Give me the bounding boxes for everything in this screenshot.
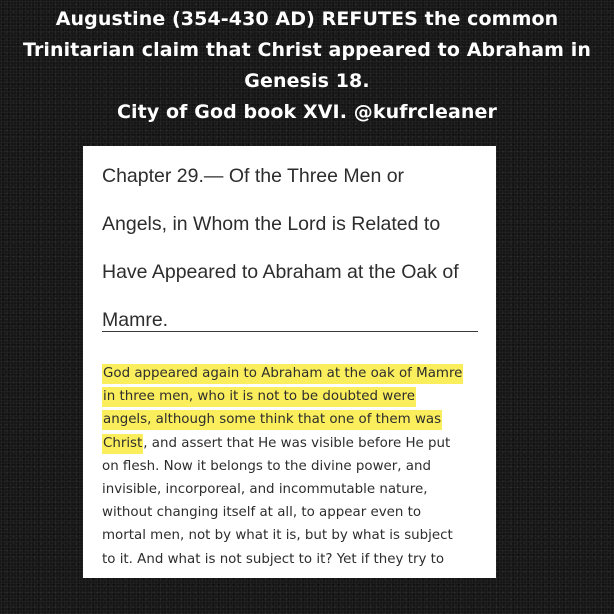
chapter-heading-line-3: Have Appeared to Abraham at the Oak of (102, 261, 459, 283)
plain-text: without changing itself at all, to appear even to (102, 505, 422, 521)
body-line-4 (102, 432, 494, 455)
caption-line-3: Genesis 18. (244, 70, 370, 92)
highlighted-text: angels, although some think that one of them was (102, 410, 442, 430)
plain-text: mortal men, not by what it is, but by what is subject (102, 528, 453, 544)
body-line-9 (102, 548, 494, 571)
body-line-5 (102, 455, 494, 478)
chapter-heading-line-4: Mamre. (102, 309, 169, 331)
body-line-8 (102, 524, 494, 547)
caption-line-1: Augustine (354-430 AD) REFUTES the common (55, 8, 559, 30)
body-line-3 (102, 408, 494, 431)
plain-text: , and assert that He was visible before He put (143, 435, 451, 451)
plain-text: to it. And what is not subject to it? Yet if they try to (102, 551, 445, 567)
body-line-7 (102, 501, 494, 524)
chapter-heading-line-1: Chapter 29.— Of the Three Men or (102, 165, 405, 187)
caption-line-4: City of God book XVI. @kufrcleaner (116, 101, 497, 123)
plain-text: invisible, incorporeal, and incommutable nature, (102, 482, 428, 498)
highlighted-text: in three men, who it is not to be doubted were (102, 387, 416, 407)
body-paragraph (102, 362, 494, 571)
body-line-6 (102, 478, 494, 501)
highlighted-text: God appeared again to Abraham at the oak of Mamre (102, 364, 463, 384)
chapter-heading-line-2: Angels, in Whom the Lord is Related to (102, 213, 441, 235)
highlighted-text: Christ (102, 434, 143, 454)
chapter-heading (102, 152, 482, 344)
heading-divider (102, 331, 478, 332)
body-line-2 (102, 385, 494, 408)
plain-text: on flesh. Now it belongs to the divine power, and (102, 458, 431, 474)
caption-line-2: Trinitarian claim that Christ appeared to Abraham in (22, 39, 591, 61)
book-excerpt-card (83, 146, 496, 578)
body-line-1 (102, 362, 494, 385)
caption-overlay (0, 4, 614, 128)
